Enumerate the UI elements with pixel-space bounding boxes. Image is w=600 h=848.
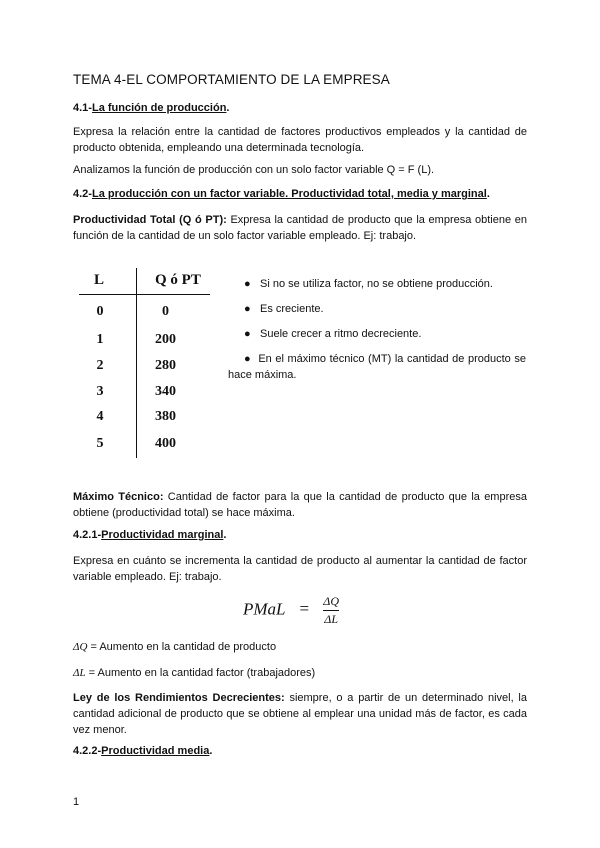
term-label: Ley de los Rendimientos Decrecientes: — [73, 692, 285, 704]
bullet-dot-icon: ● — [244, 328, 251, 340]
bullet-text: En el máximo técnico (MT) la cantidad de producto se hace máxima. — [228, 353, 526, 381]
table-cell-l: 3 — [96, 384, 104, 399]
formula-denominator: ΔL — [324, 612, 339, 626]
term-label: Productividad Total (Q ó PT): — [73, 214, 227, 226]
bullet-item — [244, 326, 421, 342]
table-cell-l: 1 — [96, 332, 104, 347]
table-column-rule — [136, 268, 137, 458]
page-number: 1 — [73, 796, 80, 808]
section-heading-4-2-1 — [73, 529, 226, 541]
term-text: Expresa la cantidad de producto que la empresa obtiene en función de la cantidad de un solo factor variable empleado. Ej: trabajo. — [73, 214, 527, 242]
section-number: 4.2.2- — [73, 745, 102, 757]
formula-fraction — [323, 594, 339, 627]
section-dot: . — [209, 745, 213, 757]
bullet-item — [244, 276, 493, 292]
table-header-l: L — [93, 272, 104, 288]
section-number: 4.1- — [73, 102, 92, 114]
section-title: Productividad marginal — [101, 529, 224, 541]
section-number: 4.2- — [73, 188, 92, 200]
table-cell-q: 200 — [155, 332, 176, 347]
page-title: TEMA 4-EL COMPORTAMIENTO DE LA EMPRESA — [73, 72, 390, 87]
paragraph-productividad-total — [73, 212, 527, 244]
delta-symbol: ΔL — [73, 667, 86, 679]
section-dot: . — [486, 188, 490, 200]
bullet-dot-icon: ● — [244, 278, 251, 290]
table-cell-q: 380 — [155, 409, 176, 424]
term-text: Cantidad de factor para la que la cantidad de producto que la empresa obtiene (productividad total) se hace máxima. — [73, 491, 527, 519]
section-title: La función de producción — [91, 102, 227, 114]
formula-equals: = — [299, 599, 310, 619]
paragraph-function: Analizamos la función de producción con un solo factor variable Q = F (L). — [73, 164, 435, 176]
delta-symbol: ΔQ — [73, 641, 88, 653]
production-table — [75, 268, 210, 458]
section-title: Productividad media — [101, 745, 210, 757]
bullet-item — [244, 301, 324, 317]
delta-text: = Aumento en la cantidad factor (trabajadores) — [85, 667, 316, 679]
delta-text: = Aumento en la cantidad de producto — [87, 641, 277, 653]
bullet-item — [228, 351, 526, 383]
section-dot: . — [223, 529, 227, 541]
section-heading-4-2-2 — [73, 745, 212, 757]
fraction-bar — [323, 610, 339, 611]
paragraph-maximo-tecnico — [73, 489, 527, 521]
table-header-q: Q ó PT — [155, 272, 201, 288]
definition-delta-q — [73, 641, 276, 653]
formula-pmal — [243, 594, 339, 627]
bullet-text: Es creciente. — [260, 303, 324, 315]
table-header-rule — [79, 294, 210, 295]
bullet-text: Si no se utiliza factor, no se obtiene producción. — [260, 278, 493, 290]
paragraph-productividad-marginal: Expresa en cuánto se incrementa la cantidad de producto al aumentar la cantidad de factor variable empleado. Ej: trabajo. — [73, 555, 527, 583]
bullet-dot-icon: ● — [244, 353, 252, 365]
section-dot: . — [226, 102, 230, 114]
table-cell-q: 280 — [155, 358, 176, 373]
table-cell-l: 4 — [96, 409, 104, 424]
section-title: La producción con un factor variable. Productividad total, media y marginal — [91, 188, 487, 200]
section-heading-4-2 — [73, 188, 490, 200]
table-cell-l: 2 — [96, 358, 104, 373]
paragraph-definition: Expresa la relación entre la cantidad de factores productivos empleados y la cantidad de producto obtenida, empleando una determinada tecnología. — [73, 126, 527, 154]
section-number: 4.2.1- — [73, 529, 102, 541]
table-cell-l: 0 — [96, 304, 104, 319]
table-cell-q: 400 — [155, 436, 176, 451]
definition-delta-l — [73, 667, 315, 679]
table-cell-l: 5 — [96, 436, 104, 451]
bullet-dot-icon: ● — [244, 303, 251, 315]
formula-lhs: PMaL — [243, 599, 286, 619]
formula-numerator: ΔQ — [323, 594, 340, 608]
section-heading-4-1 — [73, 102, 229, 114]
table-cell-q: 340 — [155, 384, 176, 399]
term-text: siempre, o a partir de un determinado nivel, la cantidad adicional de producto que se obtiene al emplear una unidad más de factor, es cada vez menor. — [73, 692, 527, 736]
bullet-text: Suele crecer a ritmo decreciente. — [260, 328, 422, 340]
term-label: Máximo Técnico: — [73, 491, 164, 503]
paragraph-ley-rendimientos — [73, 690, 527, 738]
table-cell-q: 0 — [162, 304, 169, 319]
